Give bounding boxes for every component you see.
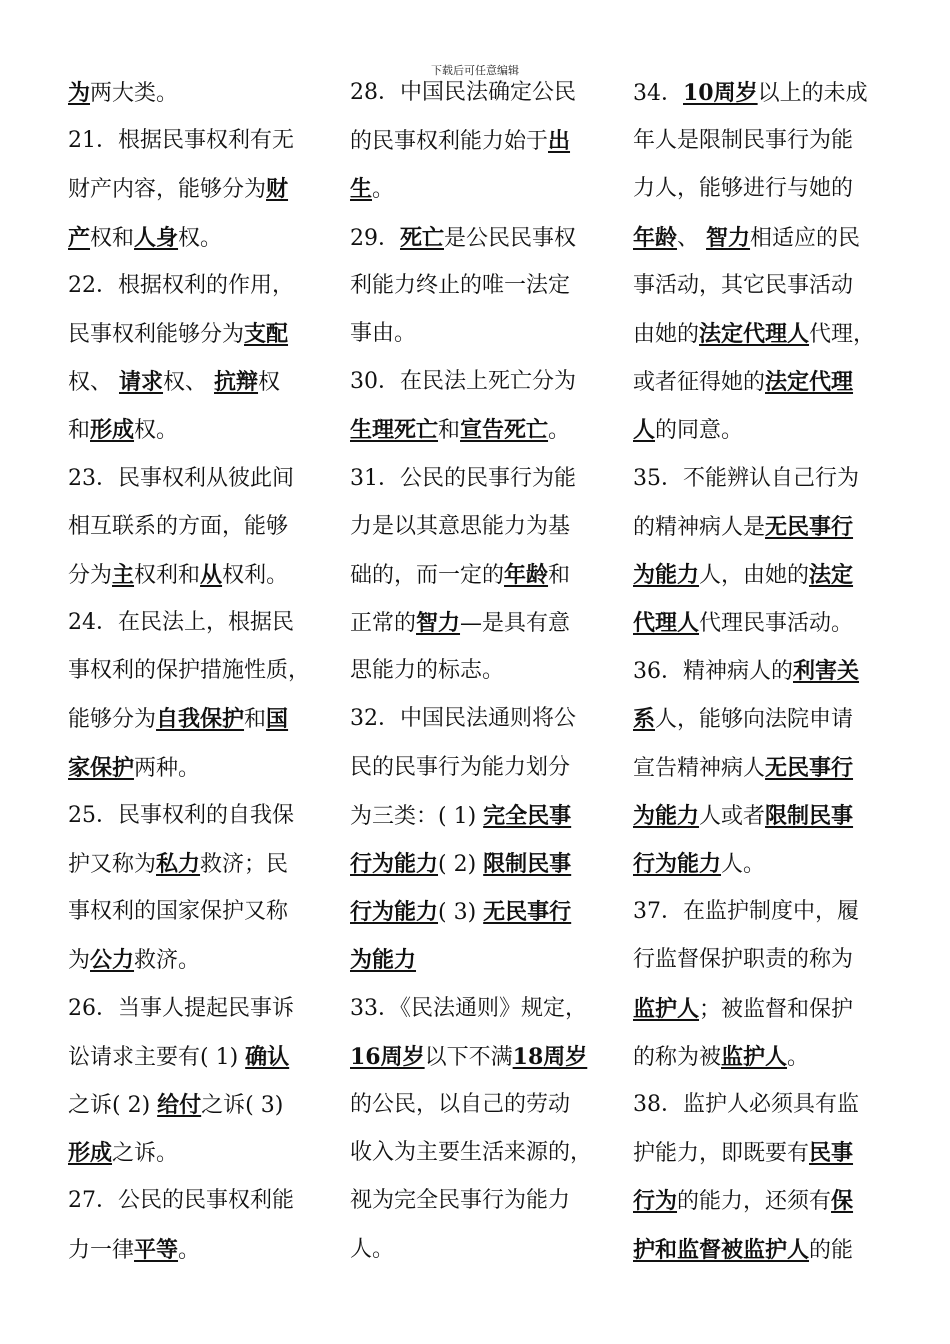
text-line — [68, 262, 320, 310]
text-segment: 25．民事权利的自我保 — [68, 802, 294, 828]
answer-term: 为能力 — [350, 947, 417, 974]
answer-term: 限制民事 — [765, 802, 854, 829]
text-line — [350, 551, 602, 599]
text-line — [68, 406, 320, 454]
text-segment: 31．公民的民事行为能 — [350, 465, 576, 491]
answer-term: 年龄 — [633, 224, 678, 251]
answer-term: 完全民事 — [483, 802, 572, 829]
text-line — [68, 599, 320, 647]
answer-term: 16周岁 — [350, 1043, 425, 1070]
answer-term: 法定代理人 — [699, 320, 810, 347]
text-segment: 的称为被 — [633, 1044, 722, 1070]
answer-term: 人 — [633, 417, 656, 444]
text-line — [68, 695, 320, 743]
text-segment: 33．《民法通则》规定， — [350, 995, 587, 1021]
text-segment: 之诉( 3) — [201, 1092, 284, 1118]
text-segment: 32．中国民法通则将公 — [350, 706, 576, 732]
answer-term: 护和监督被监护人 — [633, 1236, 810, 1263]
answer-term: 为 — [68, 80, 91, 106]
text-line — [633, 888, 885, 936]
answer-term: 从 — [200, 561, 223, 588]
text-line — [633, 455, 885, 503]
answer-term: 10周岁 — [683, 80, 758, 106]
text-line — [68, 358, 320, 406]
answer-term: 公力 — [90, 947, 135, 974]
text-line — [633, 840, 885, 888]
text-segment: ( 3) — [438, 900, 484, 926]
text-segment: 23．民事权利从彼此间 — [68, 465, 294, 491]
text-segment: 30．在民法上死亡分为 — [350, 369, 576, 395]
text-segment: 26．当事人提起民事诉 — [68, 995, 294, 1021]
text-line — [68, 1033, 320, 1081]
text-line — [350, 1129, 602, 1177]
text-line — [350, 214, 602, 262]
text-segment: 收入为主要生活来源的， — [350, 1140, 593, 1166]
text-segment: 财产内容，能够分为 — [68, 177, 267, 203]
text-segment: 人。 — [350, 1236, 395, 1262]
text-line — [68, 165, 320, 213]
text-segment: 事权利的国家保护又称 — [68, 899, 289, 925]
text-segment: 是公民民事权 — [444, 225, 577, 251]
text-line — [350, 985, 602, 1033]
text-segment: 代理民事活动。 — [699, 611, 854, 637]
answer-term: 保 — [831, 1188, 854, 1215]
text-line — [633, 1081, 885, 1129]
answer-term: 无民事行 — [483, 899, 572, 926]
text-line — [633, 936, 885, 984]
answer-term: 为能力 — [633, 561, 700, 588]
text-line — [633, 358, 885, 406]
text-segment: 相互联系的方面，能够 — [68, 513, 289, 539]
text-segment: 的能力，还须有 — [677, 1189, 832, 1215]
answer-term: 监护人 — [633, 995, 700, 1022]
text-segment: 27．公民的民事权利能 — [68, 1188, 294, 1214]
text-segment: 两种。 — [134, 755, 201, 781]
text-line — [68, 214, 320, 262]
answer-term: 产 — [68, 224, 91, 251]
text-segment: 事活动，其它民事活动 — [633, 272, 854, 298]
text-line — [633, 1226, 885, 1274]
answer-term: 民事 — [809, 1140, 854, 1167]
text-line — [68, 503, 320, 551]
text-line — [68, 455, 320, 503]
text-segment: 38．监护人必须具有监 — [633, 1091, 859, 1117]
text-line — [68, 1081, 320, 1129]
text-segment: 37．在监护制度中，履 — [633, 899, 859, 925]
text-line — [633, 1129, 885, 1177]
text-column-2 — [350, 69, 602, 1274]
answer-term: 家保护 — [68, 754, 135, 781]
answer-term: 无民事行 — [765, 754, 854, 781]
text-segment: 的公民，以自己的劳动 — [350, 1091, 571, 1117]
text-segment: 22．根据权利的作用， — [68, 272, 294, 298]
answer-term: 年龄 — [504, 561, 549, 588]
text-segment: 权 — [258, 370, 281, 396]
text-line — [633, 551, 885, 599]
text-column-1 — [68, 69, 320, 1274]
answer-term: 宣告死亡 — [460, 417, 549, 444]
text-line — [68, 1226, 320, 1274]
text-segment: 护又称为 — [68, 852, 157, 877]
text-segment: 权、 — [68, 370, 119, 396]
answer-term: 利害关 — [793, 658, 860, 685]
answer-term: 监护人 — [721, 1043, 788, 1070]
text-segment: 能够分为 — [68, 707, 157, 733]
text-column-3 — [633, 69, 885, 1274]
text-segment: 人，能够向法院申请 — [655, 707, 854, 733]
text-line — [68, 117, 320, 165]
text-line — [68, 792, 320, 840]
text-segment: 权利。 — [222, 562, 289, 588]
text-line — [350, 1177, 602, 1225]
text-segment: —是具有意 — [460, 611, 571, 637]
text-line — [350, 599, 602, 647]
text-segment: 相适应的民 — [750, 225, 861, 251]
answer-term: 行为能力 — [350, 851, 439, 877]
text-segment: 、 — [677, 225, 707, 251]
text-line — [350, 936, 602, 984]
text-segment: 29． — [350, 225, 400, 251]
text-line — [633, 647, 885, 695]
text-line — [633, 214, 885, 262]
answer-term: 抗辩 — [214, 369, 259, 396]
answer-term: 人身 — [134, 224, 179, 251]
text-segment: 力一律 — [68, 1237, 135, 1263]
text-line — [633, 744, 885, 792]
text-line — [633, 1177, 885, 1225]
text-segment: 。 — [548, 418, 571, 444]
text-line — [350, 310, 602, 358]
text-line — [350, 69, 602, 117]
text-line — [350, 406, 602, 454]
text-segment: 34． — [633, 81, 683, 106]
answer-term: 无民事行 — [765, 513, 854, 540]
text-line — [350, 1033, 602, 1081]
answer-term: 自我保护 — [156, 706, 245, 733]
text-line — [350, 1081, 602, 1129]
text-line — [68, 744, 320, 792]
text-segment: 分为 — [68, 562, 113, 588]
text-line — [350, 455, 602, 503]
answer-term: 行为 — [633, 1188, 678, 1215]
text-line — [350, 888, 602, 936]
answer-term: 死亡 — [400, 224, 445, 251]
text-line — [68, 1177, 320, 1225]
text-segment: 的同意。 — [655, 418, 744, 444]
answer-term: 私力 — [156, 851, 201, 877]
text-line — [350, 744, 602, 792]
text-segment: 救济；民 — [200, 852, 289, 877]
text-line — [350, 165, 602, 213]
answer-term: 法定代理 — [765, 369, 854, 396]
answer-term: 行为能力 — [633, 851, 722, 877]
text-line — [68, 1129, 320, 1177]
text-line — [350, 262, 602, 310]
text-line — [68, 69, 320, 117]
text-segment: 之诉( 2) — [68, 1092, 158, 1118]
text-segment: 权。 — [134, 418, 179, 444]
text-segment: 权、 — [163, 370, 215, 396]
text-line — [633, 599, 885, 647]
text-segment: 讼请求主要有( 1) — [68, 1044, 246, 1070]
text-line — [350, 647, 602, 695]
text-segment: 以上的未成 — [757, 81, 868, 106]
text-line — [350, 840, 602, 888]
text-segment: 由她的 — [633, 321, 700, 347]
answer-term: 支配 — [244, 320, 289, 347]
answer-term: 行为能力 — [350, 899, 439, 926]
answer-term: 为能力 — [633, 802, 700, 829]
text-segment: 力是以其意思能力为基 — [350, 513, 571, 539]
text-segment: 两大类。 — [90, 81, 179, 106]
text-line — [633, 310, 885, 358]
text-line — [68, 840, 320, 888]
text-segment: 和 — [438, 418, 461, 444]
text-segment: 的能 — [809, 1237, 854, 1263]
text-segment: 28．中国民法确定公民 — [350, 80, 576, 105]
answer-term: 财 — [266, 176, 289, 203]
text-segment: 权利和 — [134, 562, 201, 588]
text-segment: 民的民事行为能力划分 — [350, 754, 571, 780]
answer-term: 生理死亡 — [350, 417, 439, 444]
text-segment: 。 — [372, 177, 395, 203]
answer-term: 国 — [266, 706, 289, 733]
text-segment: 的民事权利能力始于 — [350, 129, 549, 155]
text-segment: 21．根据民事权利有无 — [68, 128, 294, 154]
answer-term: 系 — [633, 706, 656, 733]
text-segment: 为 — [68, 948, 91, 974]
answer-term: 请求 — [119, 369, 164, 396]
text-line — [350, 695, 602, 743]
text-segment: 的精神病人是 — [633, 514, 766, 540]
answer-term: 平等 — [134, 1236, 179, 1263]
text-segment: 利能力终止的唯一法定 — [350, 272, 571, 298]
answer-term: 形成 — [68, 1140, 113, 1167]
text-line — [633, 985, 885, 1033]
text-segment: 和 — [244, 707, 267, 733]
text-segment: 人，由她的 — [699, 562, 810, 588]
text-segment: 。 — [787, 1044, 810, 1070]
text-line — [350, 358, 602, 406]
text-segment: 36．精神病人的 — [633, 659, 793, 685]
text-segment: 35．不能辨认自己行为 — [633, 465, 859, 491]
answer-term: 确认 — [245, 1043, 290, 1070]
text-line — [633, 1033, 885, 1081]
answer-term: 18周岁 — [512, 1043, 588, 1070]
answer-term: 代理人 — [633, 610, 700, 637]
text-segment: 力人，能够进行与她的 — [633, 176, 854, 202]
text-line — [633, 117, 885, 165]
text-segment: 思能力的标志。 — [350, 658, 505, 684]
answer-term: 给付 — [157, 1091, 202, 1118]
text-segment: ( 2) — [438, 852, 484, 877]
text-segment: ；被监督和保护 — [699, 996, 854, 1022]
text-segment: 行监督保护职责的称为 — [633, 947, 854, 973]
answer-term: 形成 — [90, 417, 135, 444]
text-line — [68, 985, 320, 1033]
page-header-note: 下载后可任意编辑 — [431, 64, 519, 77]
text-segment: 权和 — [90, 225, 135, 251]
text-segment: 代理， — [809, 321, 876, 347]
answer-term: 主 — [112, 561, 135, 588]
text-segment: 事权利的保护措施性质， — [68, 658, 311, 684]
text-segment: 人。 — [721, 852, 766, 877]
text-line — [633, 503, 885, 551]
text-line — [633, 792, 885, 840]
answer-term: 法定 — [809, 561, 854, 588]
text-line — [633, 695, 885, 743]
text-line — [633, 69, 885, 117]
text-line — [633, 165, 885, 213]
text-segment: 。 — [178, 1237, 201, 1263]
answer-term: 智力 — [416, 610, 461, 637]
text-segment: 24．在民法上，根据民 — [68, 610, 294, 636]
text-line — [350, 792, 602, 840]
text-segment: 为三类：( 1) — [350, 803, 484, 829]
text-segment: 以下不满 — [424, 1044, 513, 1070]
answer-term: 生 — [350, 176, 373, 203]
answer-term: 出 — [548, 128, 571, 155]
text-segment: 础的，而一定的 — [350, 562, 505, 588]
text-line — [633, 406, 885, 454]
text-line — [350, 503, 602, 551]
text-line — [68, 647, 320, 695]
answer-term: 限制民事 — [483, 851, 572, 877]
text-line — [68, 936, 320, 984]
text-segment: 宣告精神病人 — [633, 755, 766, 781]
text-line — [68, 551, 320, 599]
text-line — [350, 1226, 602, 1274]
text-line — [633, 262, 885, 310]
text-segment: 和 — [548, 562, 571, 588]
text-segment: 救济。 — [134, 948, 201, 974]
text-line — [68, 310, 320, 358]
answer-term: 智力 — [706, 224, 751, 251]
text-segment: 护能力，即既要有 — [633, 1141, 810, 1167]
text-segment: 权。 — [178, 225, 223, 251]
text-segment: 事由。 — [350, 320, 417, 346]
text-segment: 和 — [68, 418, 91, 444]
text-segment: 年人是限制民事行为能 — [633, 128, 854, 154]
text-segment: 人或者 — [699, 803, 766, 829]
text-segment: 民事权利能够分为 — [68, 321, 245, 347]
text-segment: 视为完全民事行为能力 — [350, 1188, 571, 1214]
text-segment: 正常的 — [350, 611, 417, 637]
text-segment: 或者征得她的 — [633, 370, 766, 396]
text-line — [350, 117, 602, 165]
text-segment: 之诉。 — [112, 1141, 179, 1167]
text-line — [68, 888, 320, 936]
